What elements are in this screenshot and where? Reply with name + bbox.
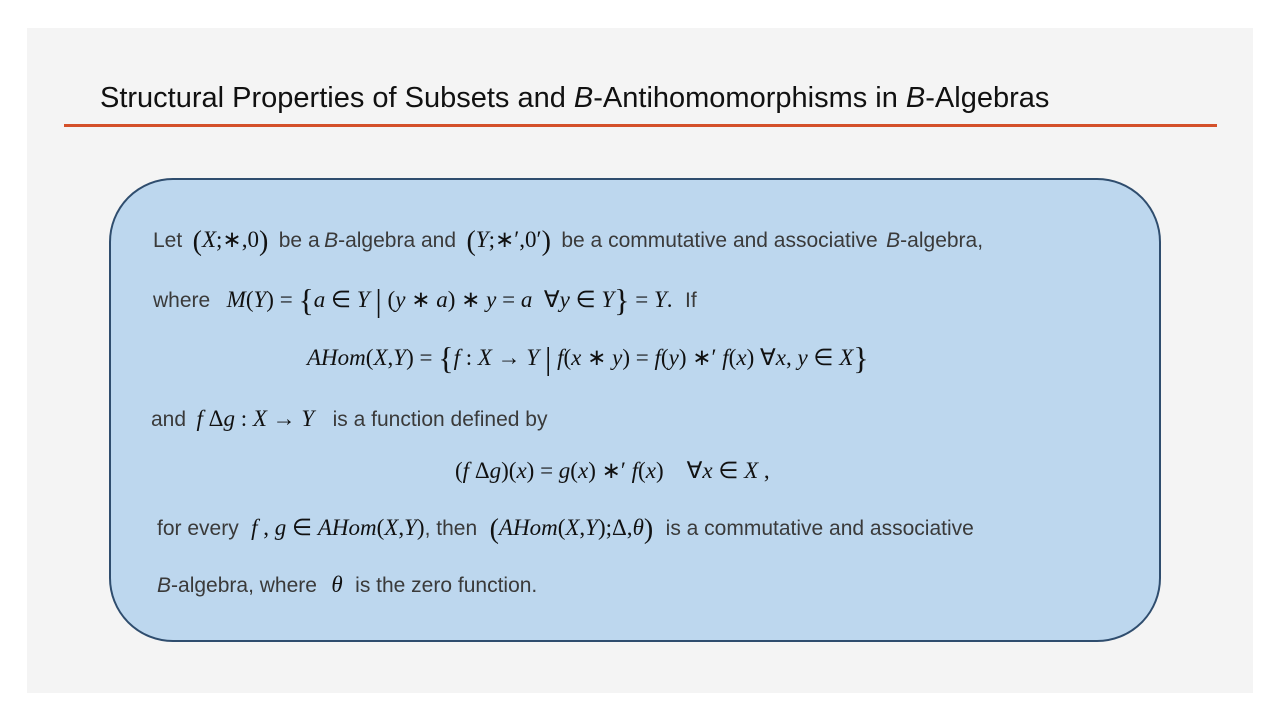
title-italic-b: B	[573, 82, 594, 114]
formula-f-g-in-ahom: f , g ∈ AHom(X,Y)	[251, 515, 425, 540]
title-part: -Algebras	[925, 82, 1050, 114]
text-if: If	[685, 289, 697, 312]
theorem-line-5	[455, 458, 770, 484]
text-let: Let	[153, 229, 183, 252]
text-for-every: for every	[157, 517, 239, 540]
formula-f-delta-g-def: (f Δg)(x) = g(x) ∗′ f(x) ∀x ∈ X ,	[455, 458, 770, 483]
theorem-line-3	[307, 340, 869, 377]
theorem-line-6	[157, 514, 974, 546]
theorem-line-1	[153, 226, 983, 258]
text-then: , then	[424, 517, 478, 540]
theorem-line-4	[151, 406, 547, 432]
text-commutative-associative: is a commutative and associative	[665, 517, 974, 540]
theorem-box	[109, 178, 1161, 642]
title-underline	[64, 124, 1217, 127]
text-and: and	[151, 408, 187, 431]
text-b: B	[886, 229, 901, 252]
formula-ahom-set: AHom(X,Y) = {f : X → Y | f(x ∗ y) = f(y) ∗′ f(x) ∀x, y ∈ X}	[307, 340, 869, 376]
text-algebra-and: -algebra and	[338, 229, 457, 252]
title-part: -Antihomomorphisms in	[593, 82, 906, 114]
formula-x-algebra: (X;∗,0)	[192, 226, 269, 257]
text-be-a-commutative: be a commutative and associative	[561, 229, 878, 252]
formula-m-of-y: M(Y) = {a ∈ Y | (y ∗ a) ∗ y = a ∀y ∈ Y} = Y.	[226, 282, 673, 318]
text-algebra-end: -algebra,	[900, 229, 984, 252]
slide	[27, 28, 1253, 693]
formula-f-delta-g-map: f Δg : X → Y	[196, 406, 315, 431]
formula-ahom-algebra: (AHom(X,Y);Δ,θ)	[489, 514, 654, 545]
theorem-line-7	[157, 572, 537, 598]
title-italic-b: B	[905, 82, 926, 114]
text-where: where	[153, 289, 211, 312]
text-b: B	[157, 574, 172, 597]
theorem-line-2	[153, 282, 697, 319]
text-algebra-where: -algebra, where	[171, 574, 317, 597]
slide-title	[100, 80, 1049, 116]
text-zero-function: is the zero function.	[355, 574, 538, 597]
text-function-defined-by: is a function defined by	[332, 408, 548, 431]
title-part: Structural Properties of Subsets and	[100, 82, 574, 114]
text-b: B	[324, 229, 339, 252]
text-be-a: be a	[278, 229, 320, 252]
formula-y-algebra: (Y;∗′,0′)	[466, 226, 551, 257]
formula-theta: θ	[331, 572, 343, 597]
